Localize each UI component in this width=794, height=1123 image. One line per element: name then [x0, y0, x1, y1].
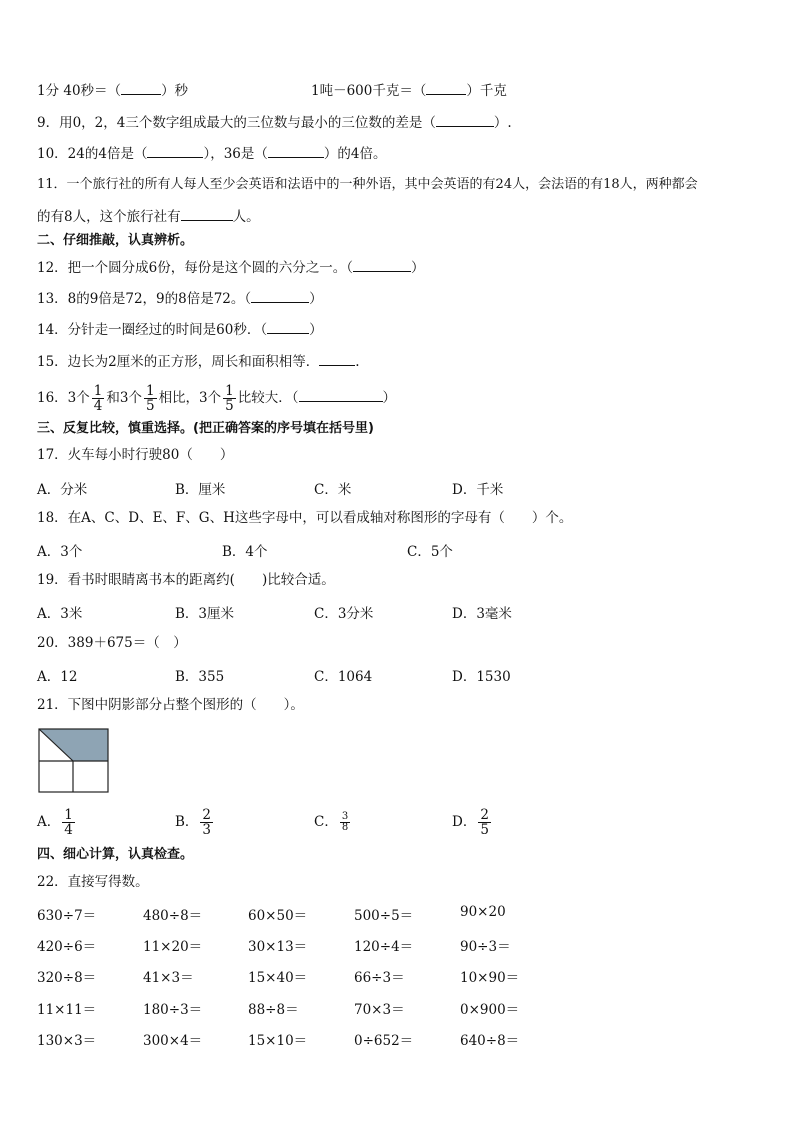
weight-conversion: 1吨－600千克＝（ ）千克 [311, 83, 507, 99]
calc-item[interactable]: 60×50＝ [248, 908, 308, 924]
question-11-line2: 的有8人，这个旅行社有 人。 [37, 209, 260, 225]
calc-item[interactable]: 320÷8＝ [37, 970, 97, 986]
option-a[interactable]: A．分米 [37, 482, 88, 498]
calc-item[interactable]: 88÷8＝ [248, 1002, 299, 1018]
calc-item[interactable]: 90×20 [460, 904, 506, 920]
option-a[interactable]: A． $\frac{1}{4}$ [37, 807, 73, 838]
fraction: $\frac{1}{5}$ [225, 383, 234, 414]
calc-item[interactable]: 420÷6＝ [37, 939, 97, 955]
question-12: 12．把一个圆分成6份，每份是这个圆的六分之一。（ ） [37, 260, 425, 276]
question-20: 20．389＋675＝（ ） [37, 635, 187, 651]
calc-item[interactable]: 0÷652＝ [354, 1033, 414, 1049]
option-c[interactable]: C．5个 [407, 544, 453, 560]
calc-item[interactable]: 130×3＝ [37, 1033, 97, 1049]
option-b[interactable]: B．355 [175, 669, 225, 685]
fraction: $\frac{1}{5}$ [145, 383, 155, 414]
calc-item[interactable]: 630÷7＝ [37, 908, 97, 924]
calc-item[interactable]: 180÷3＝ [143, 1002, 203, 1018]
calc-item[interactable]: 66÷3＝ [354, 970, 405, 986]
question-16: 16．3个 $\frac{1}{4}$ 和3个 $\frac{1}{5}$ 相比，3个 $\frac{1}{5}$ 比较大．（ ） [37, 383, 396, 414]
option-b[interactable]: B．4个 [222, 544, 268, 560]
answer-blank[interactable] [121, 82, 161, 95]
fraction: $\frac{1}{4}$ [93, 383, 103, 414]
calc-item[interactable]: 0×900＝ [460, 1002, 520, 1018]
question-14: 14．分针走一圈经过的时间是60秒．（ ） [37, 322, 323, 338]
conversion-line: 1分 40秒＝（ ）秒 [37, 83, 189, 99]
shaded-region [39, 729, 108, 761]
calc-item[interactable]: 15×10＝ [248, 1033, 308, 1049]
option-b[interactable]: B． $\frac{2}{3}$ [175, 807, 212, 838]
option-d[interactable]: D．1530 [452, 669, 511, 685]
shaded-rectangle-figure [38, 728, 110, 794]
calc-item[interactable]: 640÷8＝ [460, 1033, 520, 1049]
option-a[interactable]: A．3米 [37, 606, 83, 622]
answer-blank[interactable] [251, 290, 309, 303]
question-17: 17．火车每小时行驶80（ ） [37, 447, 234, 463]
calc-item[interactable]: 300×4＝ [143, 1033, 203, 1049]
question-22: 22．直接写得数。 [37, 874, 149, 890]
option-d[interactable]: D．千米 [452, 482, 504, 498]
question-18: 18．在A、C、D、E、F、G、H这些字母中，可以看成轴对称图形的字母有（ ）个。 [37, 510, 573, 526]
answer-blank[interactable] [353, 259, 411, 272]
calc-item[interactable]: 11×11＝ [37, 1002, 97, 1018]
answer-blank[interactable] [181, 208, 233, 221]
answer-blank[interactable] [267, 321, 309, 334]
calc-item[interactable]: 480÷8＝ [143, 908, 203, 924]
option-a[interactable]: A．12 [37, 669, 78, 685]
answer-blank[interactable] [147, 145, 203, 158]
question-13: 13．8的9倍是72，9的8倍是72。（ ） [37, 291, 323, 307]
calc-item[interactable]: 11×20＝ [143, 939, 203, 955]
section-3-heading: 三、反复比较，慎重选择。(把正确答案的序号填在括号里) [37, 421, 374, 436]
calc-item[interactable]: 41×3＝ [143, 970, 194, 986]
section-4-heading: 四、细心计算，认真检查。 [37, 847, 194, 862]
question-19: 19．看书时眼睛离书本的距离约( )比较合适。 [37, 572, 335, 588]
calc-item[interactable]: 10×90＝ [460, 970, 520, 986]
option-c[interactable]: C． $\frac{3}{8}$ [314, 811, 349, 833]
question-10: 10．24的4倍是（ ），36是（ ）的4倍。 [37, 146, 387, 162]
question-15: 15．边长为2厘米的正方形，周长和面积相等． . [37, 354, 360, 370]
option-d[interactable]: D． $\frac{2}{5}$ [452, 807, 489, 838]
answer-blank[interactable] [426, 82, 466, 95]
calc-item[interactable]: 15×40＝ [248, 970, 308, 986]
option-d[interactable]: D．3毫米 [452, 606, 512, 622]
option-c[interactable]: C．3分米 [314, 606, 374, 622]
calc-item[interactable]: 120÷4＝ [354, 939, 414, 955]
answer-blank[interactable] [268, 145, 324, 158]
option-a[interactable]: A．3个 [37, 544, 83, 560]
answer-blank[interactable] [299, 389, 383, 402]
answer-blank[interactable] [319, 353, 355, 366]
question-11-line1: 11．一个旅行社的所有人每人至少会英语和法语中的一种外语，其中会英语的有24人，会法语的有18人，两种都会 [37, 177, 698, 192]
option-c[interactable]: C．米 [314, 482, 352, 498]
calc-item[interactable]: 70×3＝ [354, 1002, 405, 1018]
calc-item[interactable]: 500÷5＝ [354, 908, 414, 924]
time-conversion-text: 1分 40秒＝（ [37, 83, 122, 99]
answer-blank[interactable] [436, 114, 494, 127]
option-b[interactable]: B．3厘米 [175, 606, 235, 622]
section-2-heading: 二、仔细推敲，认真辨析。 [37, 233, 194, 248]
option-c[interactable]: C．1064 [314, 669, 373, 685]
option-b[interactable]: B．厘米 [175, 482, 226, 498]
calc-item[interactable]: 30×13＝ [248, 939, 308, 955]
question-21: 21．下图中阴影部分占整个图形的（ ）。 [37, 697, 304, 713]
calc-item[interactable]: 90÷3＝ [460, 939, 511, 955]
question-9: 9．用0，2，4三个数字组成最大的三位数与最小的三位数的差是（ ）. [37, 115, 512, 131]
